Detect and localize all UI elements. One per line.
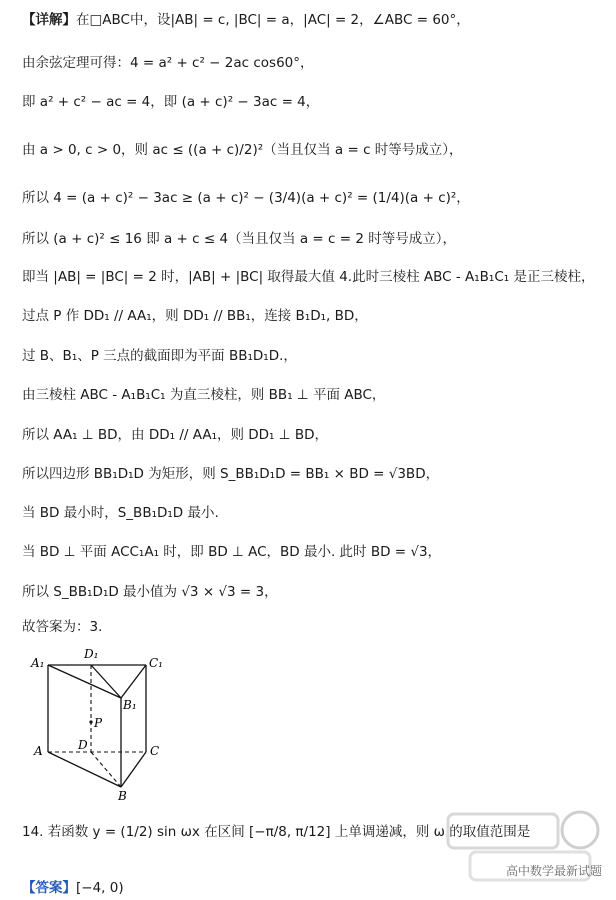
label-C1: C₁: [149, 656, 163, 670]
label-P: P: [94, 716, 103, 730]
solution-line-9: 过 B、B₁、P 三点的截面即为平面 BB₁D₁D.，: [22, 348, 297, 364]
label-D: D: [78, 738, 88, 752]
label-A: A: [34, 744, 43, 758]
answer-value: [−4, 0): [76, 880, 124, 896]
solution-line-7: 即当 |AB| = |BC| = 2 时，|AB| + |BC| 取得最大值 4.此时三棱柱 ABC - A₁B₁C₁ 是正三棱柱，: [22, 269, 595, 285]
solution-line-11: 所以 AA₁ ⊥ BD，由 DD₁ // AA₁，则 DD₁ ⊥ BD，: [22, 427, 328, 443]
solution-line-2: 由余弦定理可得：4 = a² + c² − 2ac cos60°，: [22, 55, 314, 71]
answer-line: [22, 876, 124, 896]
solution-line-6: 所以 (a + c)² ≤ 16 即 a + c ≤ 4（当且仅当 a = c = 2 时等号成立），: [22, 231, 456, 247]
solution-line-10: 由三棱柱 ABC - A₁B₁C₁ 为直三棱柱，则 BB₁ ⊥ 平面 ABC，: [22, 387, 386, 403]
solution-line-16: 故答案为：3.: [22, 619, 103, 635]
solution-line-12: 所以四边形 BB₁D₁D 为矩形，则 S_BB₁D₁D = BB₁ × BD = √3BD，: [22, 466, 440, 482]
watermark-logo: [430, 808, 608, 898]
solution-line-1: [22, 10, 606, 30]
answer-tag: 【答案】: [22, 880, 76, 896]
solution-tag: 【详解】: [22, 12, 76, 28]
solution-line-5: 所以 4 = (a + c)² − 3ac ≥ (a + c)² − (3/4)(a + c)² = (1/4)(a + c)²，: [22, 190, 470, 206]
solution-line-14: 当 BD ⊥ 平面 ACC₁A₁ 时，即 BD ⊥ AC，BD 最小. 此时 BD = √3，: [22, 544, 442, 560]
solution-line-3: 即 a² + c² − ac = 4，即 (a + c)² − 3ac = 4，: [22, 94, 320, 110]
solution-line-4: 由 a > 0, c > 0，则 ac ≤ ((a + c)/2)²（当且仅当 a = c 时等号成立），: [22, 142, 463, 158]
question-14: 14. 若函数 y = (1/2) sin ωx 在区间 [−π/8, π/12] 上单调递减，则 ω 的取值范围是: [22, 824, 531, 840]
label-D1: D₁: [84, 647, 99, 661]
solution-line-13: 当 BD 最小时，S_BB₁D₁D 最小.: [22, 505, 219, 521]
solution-line-15: 所以 S_BB₁D₁D 最小值为 √3 × √3 = 3，: [22, 584, 278, 600]
solution-text: 在□ABC中，设|AB| = c, |BC| = a，|AC| = 2，∠ABC = 60°，: [76, 12, 470, 28]
label-C: C: [150, 744, 160, 758]
label-B: B: [118, 789, 127, 803]
label-B1: B₁: [123, 698, 137, 712]
solution-line-8: 过点 P 作 DD₁ // AA₁，则 DD₁ // BB₁，连接 B₁D₁, BD，: [22, 308, 368, 324]
watermark-text: 高中数学最新试题: [505, 864, 602, 878]
label-A1: A₁: [31, 656, 45, 670]
prism-figure: [28, 645, 178, 805]
